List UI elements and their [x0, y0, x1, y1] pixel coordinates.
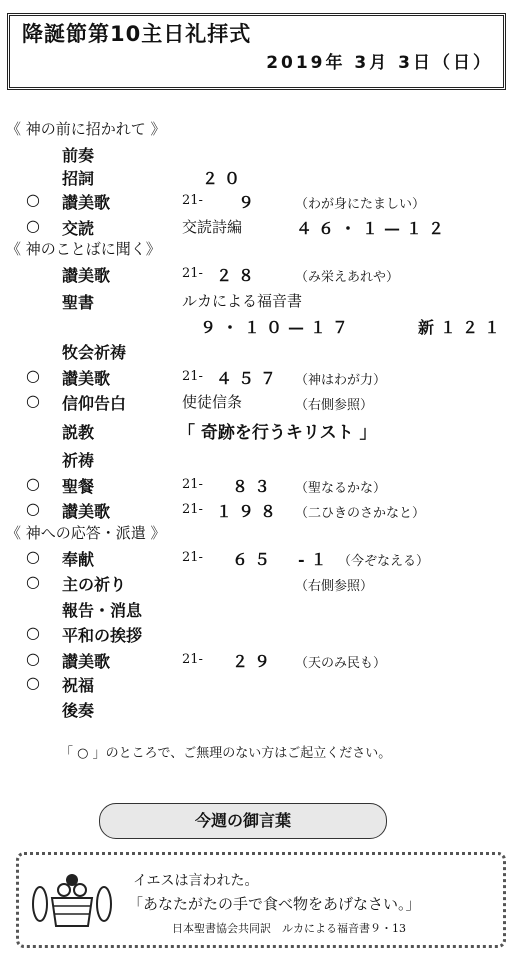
scripture-ref: ９・１０—１７ — [200, 318, 355, 337]
item-communion: 聖餐 — [62, 477, 95, 496]
offering-prefix: 21- — [182, 550, 203, 565]
creed-note: （右側参照） — [295, 398, 374, 413]
item-label: 招詞 — [62, 169, 95, 188]
hymn5-number: ２９ — [232, 652, 277, 671]
hymn4-number: １９８ — [216, 502, 283, 521]
item-hymn3: 讃美歌 — [62, 369, 111, 388]
hymn4-title: （二ひきのさかなと） — [295, 506, 426, 521]
standing-mark: ○ — [26, 366, 40, 385]
standing-mark: ○ — [26, 216, 40, 235]
item-prayer: 祈祷 — [62, 451, 95, 470]
hymn2-number: ２８ — [216, 266, 261, 285]
standing-instruction: 「 ○ 」のところで、ご無理のない方はご起立ください。 — [60, 746, 392, 761]
bread-and-fish-icon — [28, 870, 118, 932]
item-postlude: 後奏 — [62, 701, 95, 720]
item-scripture: 聖書 — [62, 293, 95, 312]
hymn2-title: （み栄えあれや） — [295, 270, 400, 285]
page-title: 降誕節第10主日礼拝式 — [22, 22, 252, 46]
section-heading-word: 《 神のことばに聞く》 — [6, 240, 161, 258]
communion-number: ８３ — [232, 477, 277, 496]
item-label: 前奏 — [62, 146, 95, 165]
item-hymn1: 讃美歌 — [62, 193, 111, 212]
item-responsive-reading: 交読 — [62, 219, 95, 238]
item-creed: 信仰告白 — [62, 394, 127, 413]
hymn3-prefix: 21- — [182, 369, 203, 384]
service-date: 2019年 3月 3日（日） — [266, 53, 493, 73]
item-announcements: 報告・消息 — [62, 601, 143, 620]
item-lords-prayer: 主の祈り — [62, 575, 127, 594]
communion-prefix: 21- — [182, 477, 203, 492]
verse-line-2: 「あなたがたの手で食べ物をあげなさい。」 — [128, 895, 421, 913]
call-number: ２０ — [202, 169, 247, 188]
responsive-reading-text: 交読詩編 — [182, 218, 243, 236]
offering-number: ６５ -１ — [232, 550, 333, 569]
hymn1-number: ９ — [238, 193, 261, 212]
creed-text: 使徒信条 — [182, 393, 243, 411]
standing-mark: ○ — [26, 499, 40, 518]
hymn3-title: （神はわが力） — [295, 373, 387, 388]
item-peace: 平和の挨拶 — [62, 626, 143, 645]
standing-mark: ○ — [26, 623, 40, 642]
hymn3-number: ４５７ — [216, 369, 283, 388]
communion-title: （聖なるかな） — [295, 481, 387, 496]
item-call — [62, 166, 94, 189]
hymn4-prefix: 21- — [182, 502, 203, 517]
section-heading-response: 《 神への応答・派遣 》 — [6, 524, 166, 542]
standing-mark: ○ — [26, 649, 40, 668]
section-heading-gathering: 《 神の前に招かれて 》 — [6, 120, 166, 138]
weekly-word-label: 今週の御言葉 — [99, 803, 387, 839]
standing-mark: ○ — [26, 547, 40, 566]
hymn5-prefix: 21- — [182, 652, 203, 667]
item-hymn2: 讃美歌 — [62, 266, 111, 285]
item-offering: 奉献 — [62, 550, 95, 569]
item-sermon: 説教 — [62, 423, 95, 442]
hymn2-prefix: 21- — [182, 266, 203, 281]
verse-citation: 日本聖書協会共同訳 ルカによる福音書９・13 — [172, 922, 406, 935]
sermon-title: 「 奇跡を行うキリスト 」 — [178, 423, 377, 443]
standing-mark: ○ — [26, 190, 40, 209]
item-prelude — [62, 143, 151, 166]
standing-mark: ○ — [26, 391, 40, 410]
scripture-page: 新１２１ — [418, 318, 507, 337]
hymn1-prefix: 21- — [182, 193, 203, 208]
offering-title: （今ぞなえる） — [338, 554, 430, 569]
verse-line-1: イエスは言われた。 — [133, 873, 259, 889]
item-blessing: 祝福 — [62, 676, 95, 695]
lords-prayer-note: （右側参照） — [295, 579, 374, 594]
responsive-reading-ref: ４６・１—１２ — [296, 219, 451, 238]
item-pastoral-prayer: 牧会祈祷 — [62, 343, 127, 362]
hymn5-title: （天のみ民も） — [295, 656, 387, 671]
standing-mark: ○ — [26, 474, 40, 493]
item-hymn4: 讃美歌 — [62, 502, 111, 521]
standing-mark: ○ — [26, 673, 40, 692]
item-hymn5: 讃美歌 — [62, 652, 111, 671]
standing-mark: ○ — [26, 572, 40, 591]
hymn1-title: （わが身にたましい） — [295, 197, 426, 212]
scripture-book: ルカによる福音書 — [182, 292, 303, 310]
